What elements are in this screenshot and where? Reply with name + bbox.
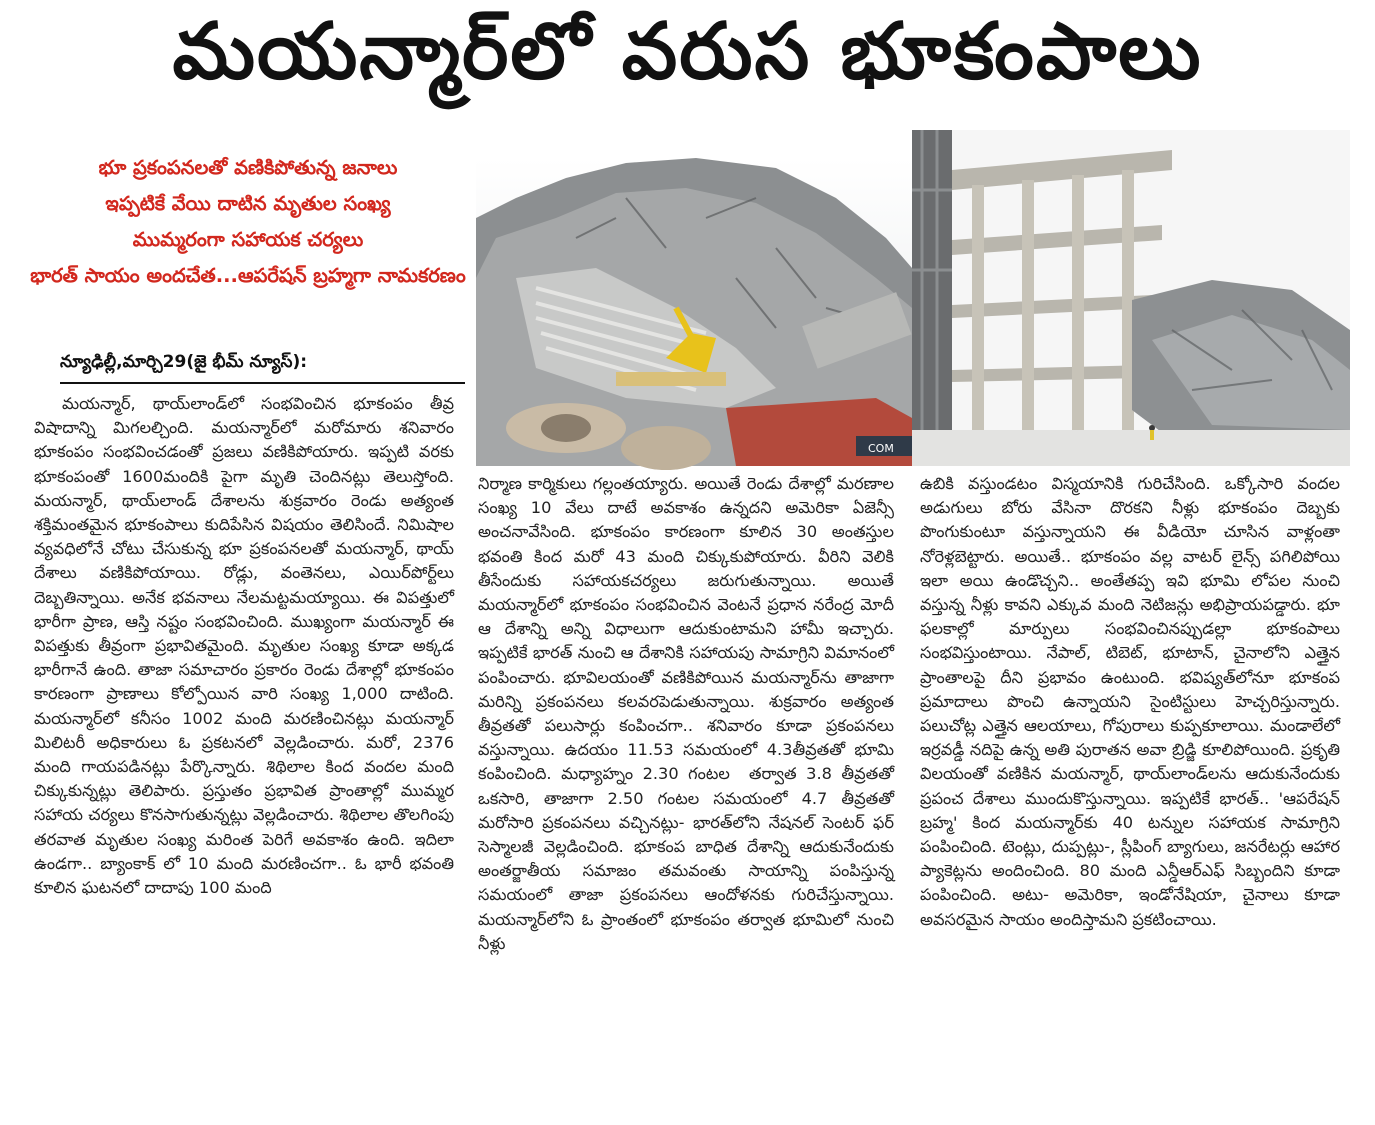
dateline: న్యూఢిల్లీ,మార్చి29(జై భీమ్‌ న్యూస్‌):	[60, 352, 308, 372]
subheading: భూ ప్రకంపనలతో వణికిపోతున్న జనాలు	[98, 156, 398, 179]
article-column-3: ఉబికి వస్తుండటం విస్మయానికి గురిచేసింది. ఒక్కోసారి వందల అడుగులు బోరు వేసినా దొరకని నీళ్లు భూకంపం దెబ్బకు పొంగుకుంటూ వస్తున్నాయని ఈ వీడియో చూసిన వాళ్లంతా నోరెళ్లబెట్టారు. అయితే.. భూకంపం వల్ల వాటర్‌ లైన్స్‌ పగిలిపోయి ఇలా అయి ఉండొచ్చని.. అంతేతప్ప ఇవి భూమి లోపల నుంచి వస్తున్న నీళ్లు కావని ఎక్కువ మంది నెటిజన్లు అభిప్రాయపడ్డారు. భూ ఫలకాల్లో మార్పులు సంభవించినప్పుడల్లా భూకంపాలు సంభవిస్తుంటాయి. నేపాల్‌, టిబెట్‌, భూటాన్‌, చైనాలోని ఎత్తైన ప్రాంతాలపై దీని ప్రభావం ఉంటుంది. భవిష్యత్‌లోనూ భూకంప ప్రమాదాలు పొంచి ఉన్నాయని సైంటిస్టులు హెచ్చరిస్తున్నారు. పలుచోట్ల ఎత్తైన ఆలయాలు, గోపురాలు కుప్పకూలాయి. మండాలేలో ఇర్రవడ్డీ నదిపై ఉన్న అతి పురాతన అవా బ్రిడ్జి కూలిపోయింది. ప్రకృతి విలయంతో వణికిన మయన్మార్‌, థాయ్‌లాండ్‌లను ఆదుకునేందుకు ప్రపంచ దేశాలు ముందుకొస్తున్నాయి. ఇప్పటికే భారత్‌.. 'ఆపరేషన్‌ బ్రహ్మ' కింద మయన్మార్‌కు 40 టన్నుల సహాయక సామాగ్రిని పంపించింది. టెంట్లు, దుప్పట్లు-, స్లీపింగ్‌ బ్యాగులు, జనరేటర్లు ఆహార ప్యాకెట్లను అందించింది. 80 మంది ఎన్డీఆర్‌ఎఫ్‌ సిబ్బందిని కూడా పంపించింది. అటు- అమెరికా, ఇండోనేషియా, చైనాలు కూడా అవసరమైన సాయం అందిస్తామని ప్రకటించాయి.	[920, 474, 1341, 929]
subheading: ముమ్మరంగా సహాయక చర్యలు	[132, 228, 364, 251]
building-frame-photo	[912, 130, 1350, 466]
subheadings	[28, 150, 468, 294]
subheading: భారత్‌ సాయం అందచేత...ఆపరేషన్‌ బ్రహ్మగా నామకరణం	[30, 264, 466, 287]
dateline-underline	[60, 382, 465, 384]
article-column-1: మయన్మార్‌, థాయ్‌లాండ్‌లో సంభవించిన భూకంపం తీవ్ర విషాదాన్ని మిగలల్చింది. మయన్మార్‌లో మరోమారు శనివారం భూకంపం సంభవించడంతో ప్రజలు వణికిపోయారు. ఇప్పటి వరకు భూకంపంతో 1600మందికి పైగా మృతి చెందినట్లు తెలుస్తోంది. మయన్మార్‌, థాయ్‌లాండ్‌ దేశాలను శుక్రవారం రెండు అత్యంత శక్తిమంతమైన భూకంపాలు కుదిపేసిన విషయం తెలిసిందే. నిమిషాల వ్యవధిలోనే చోటు చేసుకున్న భూ ప్రకంపనలతో మయన్మార్‌, థాయ్‌ దేశాలు వణికిపోయాయి. రోడ్లు, వంతెనలు, ఎయిర్‌పోర్ట్‌లు దెబ్బతిన్నాయి. అనేక భవనాలు నేలమట్టమయ్యాయి. ఈ విపత్తులో భారీగా ప్రాణ, ఆస్తి నష్టం సంభవించింది. ముఖ్యంగా మయన్మార్‌ ఈ విపత్తుకు తీవ్రంగా ప్రభావితమైంది. మృతుల సంఖ్య కూడా అక్కడ భారీగానే ఉంది. తాజా సమాచారం ప్రకారం రెండు దేశాల్లో భూకంపం కారణంగా ప్రాణాలు కోల్పోయిన వారి సంఖ్య 1,000 దాటింది. మయన్మార్‌లో కనీసం 1002 మంది మరణించినట్లు మయన్మార్‌ మిలిటరీ అధికారులు ఓ ప్రకటనలో వెల్లడించారు. మరో, 2376 మంది గాయపడినట్లు పేర్కొన్నారు. శిథిలాల కింద వందల మంది చిక్కుకున్నట్లు తెలిపారు. ప్రస్తుతం ప్రభావిత ప్రాంతాల్లో ముమ్మర సహాయ చర్యలు కొనసాగుతున్నట్లు వెల్లడించారు. శిథిలాల తొలగింపు తరవాత మృతుల సంఖ్య మరింత పెరిగే అవకాశం ఉంది. ఇదిలా ఉండగా.. బ్యాంకాక్‌ లో 10 మంది మరణించగా.. ఓ భారీ భవంతి కూలిన ఘటనలో దాదాపు 100 మంది	[34, 394, 455, 898]
article-column-2: నిర్మాణ కార్మికులు గల్లంతయ్యారు. అయితే రెండు దేశాల్లో మరణాల సంఖ్య 10 వేలు దాటే అవకాశం ఉన్నదని అమెరికా ఏజెన్సీ అంచనావేసింది. భూకంపం కారణంగా కూలిన 30 అంతస్తుల భవంతి కింద మరో 43 మంది చిక్కుకుపోయారు. వీరిని వెలికి తీసేందుకు సహాయకచర్యలు జరుగుతున్నాయి. అయితే మయన్మార్‌లో భూకంపం సంభవించిన వెంటనే ప్రధాన నరేంద్ర మోదీ ఆ దేశాన్ని అన్ని విధాలుగా ఆదుకుంటామని హామీ ఇచ్చారు. ఇప్పటికే భారత్‌ నుంచి ఆ దేశానికి సహాయపు సామాగ్రిని విమానంలో పంపించారు. భూవిలయంతో వణికిపోయిన మయన్మార్‌ను తాజాగా మరిన్ని ప్రకంపనలు కలవరపెడుతున్నాయి. శుక్రవారం అత్యంత తీవ్రతతో పలుసార్లు కంపించగా.. శనివారం కూడా ప్రకంపనలు వస్తున్నాయి. ఉదయం 11.53 సమయంలో 4.3తీవ్రతతో భూమి కంపించింది. మధ్యాహ్నం 2.30 గంటల తర్వాత 3.8 తీవ్రతతో ఒకసారి, తాజాగా 2.50 గంటల సమయంలో 4.7 తీవ్రతతో మరోసారి ప్రకంపనలు వచ్చినట్లు- భారత్‌లోని నేషనల్‌ సెంటర్‌ ఫర్‌ సెస్మాలజీ వెల్లడించింది. భూకంప బాధిత దేశాన్ని ఆదుకునేందుకు అంతర్జాతీయ సమాజం తమవంతు సాయాన్ని పంపిస్తున్న సమయంలో తాజా ప్రకంపనలు ఆందోళనకు గురిచేస్తున్నాయి. మయన్మార్‌లోని ఓ ప్రాంతంలో భూకంపం తర్వాత భూమిలో నుంచి నీళ్లు	[478, 474, 894, 953]
sign-text: COM	[868, 442, 894, 455]
subheading: ఇప్పటికే వేయి దాటిన మృతుల సంఖ్య	[105, 192, 391, 215]
rubble-photo	[476, 158, 912, 466]
headline: మయన్మార్‌లో వరుస భూకంపాలు	[172, 6, 1203, 97]
